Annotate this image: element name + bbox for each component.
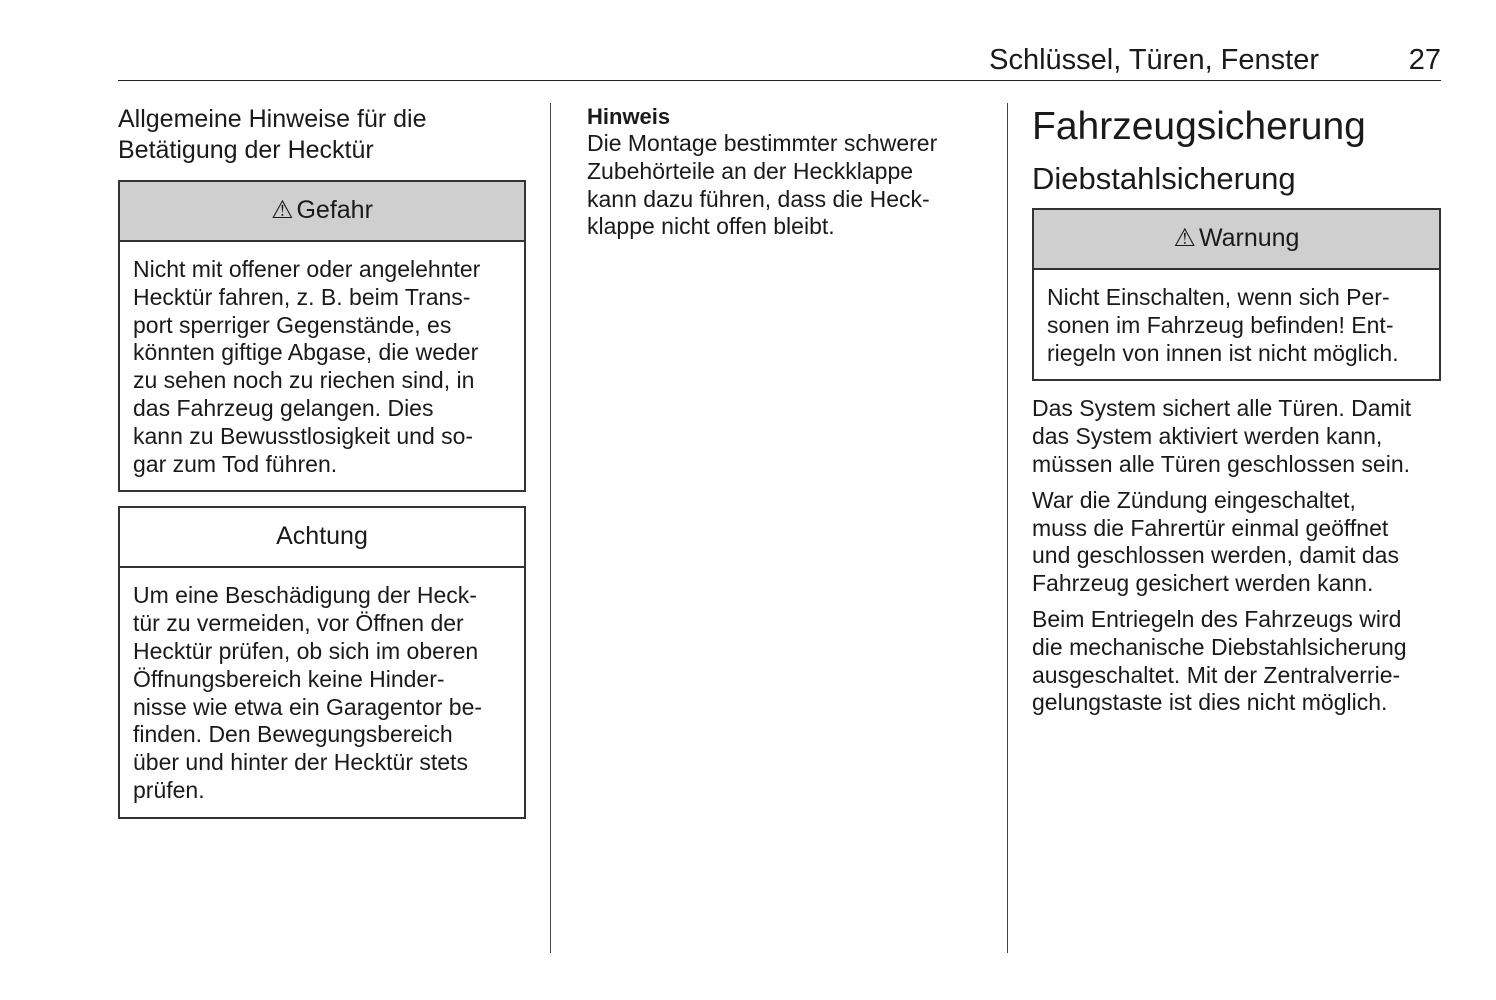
text-line: port sperriger Gegenstände, es (133, 311, 452, 338)
column-right (1032, 104, 1442, 725)
section-title: Fahrzeugsicherung (1032, 105, 1366, 148)
text-line: Nicht Einschalten, wenn sich Per- (1047, 284, 1390, 310)
heading-line: Betätigung der Hecktür (118, 136, 374, 164)
warning-box-header (1034, 210, 1439, 270)
text-line: prüfen. (133, 776, 205, 803)
text-line: Die Montage bestimmter schwerer (587, 130, 938, 156)
text-line: kann zu Bewusstlosigkeit und so- (133, 422, 474, 449)
section-subtitle: Diebstahlsicherung (1032, 161, 1296, 196)
text-line: Hecktür prüfen, ob sich im oberen (133, 637, 479, 664)
danger-box-header (120, 182, 524, 242)
text-line: War die Zündung eingeschaltet, (1032, 486, 1356, 513)
page-header (118, 40, 1441, 81)
text-line: Beim Entriegeln des Fahrzeugs wird (1032, 605, 1402, 632)
danger-box (118, 180, 526, 492)
page-number: 27 (1408, 44, 1441, 76)
text-line: sonen im Fahrzeug befinden! Ent- (1047, 311, 1394, 338)
warning-box-title: Warnung (1198, 224, 1300, 253)
column-divider-2 (1007, 103, 1008, 953)
text-line: Um eine Beschädigung der Heck- (133, 582, 477, 609)
text-line: ausgeschaltet. Mit der Zentralverrie- (1032, 661, 1401, 688)
text-line: Fahrzeug gesichert werden kann. (1032, 570, 1374, 597)
text-line: Zubehörteile an der Heckklappe (587, 157, 914, 184)
text-line: gelungstaste ist dies nicht möglich. (1032, 689, 1388, 716)
text-line: gar zum Tod führen. (133, 450, 338, 477)
warning-triangle-icon: ⚠ (271, 196, 294, 225)
warning-box-body (1034, 270, 1439, 379)
text-line: finden. Den Bewegungsbereich (133, 721, 453, 748)
text-line: zu sehen noch zu riechen sind, in (133, 367, 475, 394)
text-line: könnten giftige Abgase, die weder (133, 339, 479, 366)
column-divider-1 (550, 103, 551, 953)
text-line: über und hinter der Hecktür stets (133, 749, 468, 776)
paragraph (1032, 487, 1442, 598)
text-line: tür zu vermeiden, vor Öffnen der (133, 610, 464, 637)
caution-box-header (120, 508, 524, 568)
text-line: klappe nicht offen bleibt. (587, 213, 835, 240)
text-line: die mechanische Diebstahlsicherung (1032, 633, 1407, 660)
warning-triangle-icon: ⚠ (1173, 224, 1196, 253)
section-heading (118, 104, 526, 166)
column-middle (587, 104, 977, 241)
text-line: und geschlossen werden, damit das (1032, 542, 1399, 569)
text-line: nisse wie etwa ein Garagentor be- (133, 693, 483, 720)
text-line: das System aktiviert werden kann, (1032, 423, 1383, 450)
text-line: das Fahrzeug gelangen. Dies (133, 394, 434, 421)
text-line: müssen alle Türen geschlossen sein. (1032, 450, 1411, 477)
note-label: Hinweis (587, 104, 671, 129)
paragraph (1032, 395, 1442, 478)
text-line: muss die Fahrertür einmal geöffnet (1032, 514, 1389, 541)
text-line: Öffnungsbereich keine Hinder- (133, 665, 445, 692)
note-text (587, 130, 977, 241)
text-line: Nicht mit offener oder angelehnter (133, 256, 481, 282)
caution-box-body (120, 568, 524, 816)
column-left (118, 104, 526, 833)
text-line: kann dazu führen, dass die Heck- (587, 185, 930, 212)
text-line: Das System sichert alle Türen. Damit (1032, 395, 1412, 422)
danger-box-title: Gefahr (296, 196, 373, 225)
caution-box (118, 506, 526, 818)
warning-box (1032, 208, 1441, 381)
caution-box-title: Achtung (276, 522, 368, 551)
heading-line: Allgemeine Hinweise für die (118, 105, 427, 133)
text-line: riegeln von innen ist nicht möglich. (1047, 339, 1399, 366)
danger-box-body (120, 242, 524, 490)
chapter-title: Schlüssel, Türen, Fenster (989, 44, 1319, 76)
paragraph (1032, 606, 1442, 717)
text-line: Hecktür fahren, z. B. beim Trans- (133, 283, 471, 310)
